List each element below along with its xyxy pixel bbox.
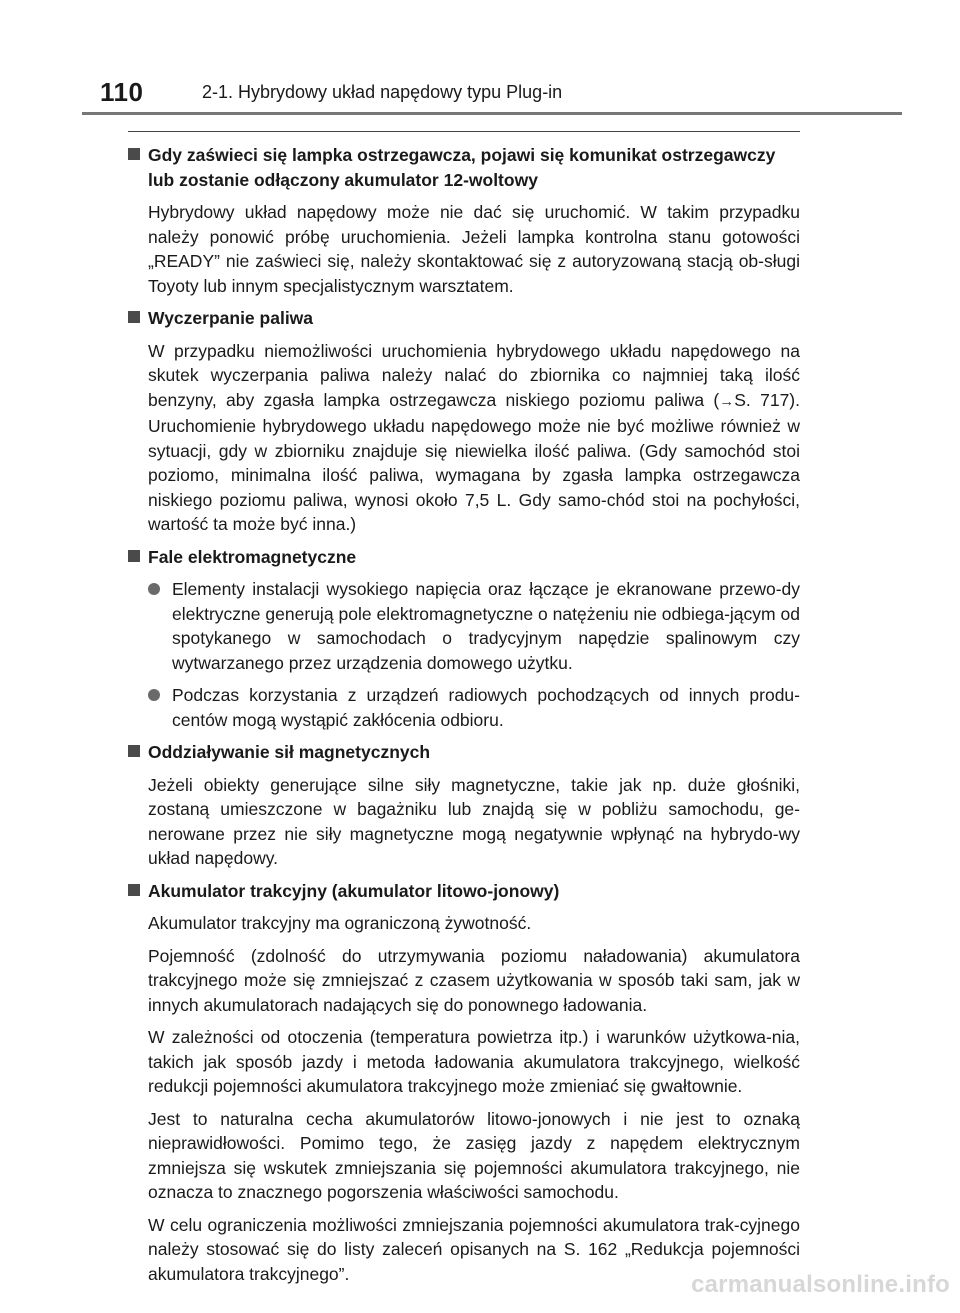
paragraph <box>128 339 800 537</box>
square-bullet-icon <box>128 745 140 757</box>
paragraph: W zależności od otoczenia (temperatura powietrza itp.) i warunków użytkowa-nia, takich jak sposób jazdy i metoda ładowania akumulatora trakcyjnego, wielkość redukcji pojemności akumulatora trakcyjnego może zmieniać się gwałtownie. <box>148 1027 800 1096</box>
section-heading-text: Akumulator trakcyjny (akumulator litowo-jonowy) <box>148 880 560 901</box>
section-warning-light <box>128 143 800 298</box>
paragraph: Jest to naturalna cecha akumulatorów litowo-jonowych i nie jest to oznaką nieprawidłowości. Pomimo tego, że zasięg jazdy z napędem elektrycznym zmniejsza się wskutek zmniejszania się pojemności akumulatora trakcyjnego, nie oznacza to znacznego pogorszenia właściwości samochodu. <box>148 1108 800 1202</box>
content-top-divider <box>128 131 800 132</box>
square-bullet-icon <box>128 884 140 896</box>
section-heading-text: Fale elektromagnetyczne <box>148 546 357 567</box>
header-divider <box>82 112 902 115</box>
paragraph-text: S. 717). Uruchomienie hybrydowego układu napędowego może nie być możliwe również w sytuacji, gdy w zbiorniku znajduje się niewielka ilość paliwa. (Gdy samochód stoi poziomo, minimalna ilość paliwa, wymagana by zgasła lampka ostrzegawcza niskiego poziomu paliwa, wynosi około 7,5 L. Gdy samo-chód stoi na pochyłości, wartość ta może być inna.) <box>148 389 800 534</box>
section-heading <box>128 740 800 765</box>
list-item-text: Elementy instalacji wysokiego napięcia oraz łączące je ekranowane przewo-dy elektryczne generują pole elektromagnetyczne o natężeniu nie odbiega-jącym od spotykanego w samochodach o tradycyjnym napędzie spalinowym czy wytwarzanego przez urządzenia domowego użytku. <box>172 579 800 673</box>
list-item <box>128 683 800 732</box>
section-heading <box>128 306 800 331</box>
section-heading-text: Gdy zaświeci się lampka ostrzegawcza, pojawi się komunikat ostrzegawczy lub zostanie odłączony akumulator 12-woltowy <box>148 145 776 190</box>
section-heading <box>128 143 800 192</box>
square-bullet-icon <box>128 148 140 160</box>
list-item <box>128 577 800 675</box>
circle-bullet-icon <box>148 583 160 595</box>
section-heading-text: Oddziaływanie sił magnetycznych <box>148 742 431 762</box>
arrow-right-icon: → <box>719 392 735 410</box>
square-bullet-icon <box>128 311 140 323</box>
watermark: carmanualsonline.info <box>691 1271 950 1298</box>
paragraph: Hybrydowy układ napędowy może nie dać się uruchomić. W takim przypadku należy ponowić próbę uruchomienia. Jeżeli lampka kontrolna stanu gotowości „READY” nie zaświeci się, należy skontaktować się z autoryzowaną stacją ob-sługi Toyoty lub innym specjalistycznym warsztatem. <box>148 202 800 296</box>
section-traction-battery <box>128 879 800 1287</box>
section-heading-text: Wyczerpanie paliwa <box>148 308 314 328</box>
paragraph: Jeżeli obiekty generujące silne siły magnetyczne, takie jak np. duże głośniki, zostaną umieszczone w bagażniku lub znajdą się w pobliżu samochodu, ge-nerowane przez nie siły magnetyczne mogą negatywnie wpłynąć na hybrydo-wy układ napędowy. <box>148 774 800 868</box>
paragraph: Pojemność (zdolność do utrzymywania poziomu naładowania) akumulatora trakcyjnego może się zmniejszać z czasem użytkowania w sposób taki sam, jak w innych akumulatorach nadających się do ponownego ładowania. <box>148 945 800 1015</box>
section-electromagnetic-waves <box>128 545 800 733</box>
paragraph-text: W przypadku niemożliwości uruchomienia hybrydowego układu napędowego na skutek wyczerpania paliwa należy nalać do zbiornika co najmniej taką ilość benzyny, aby zgasła lampka ostrzegawcza niskiego poziomu paliwa ( <box>148 340 800 410</box>
page-header <box>0 0 960 122</box>
section-magnetic-forces <box>128 740 800 871</box>
page-number: 110 <box>100 77 144 107</box>
section-heading <box>128 879 800 904</box>
chapter-title: 2-1. Hybrydowy układ napędowy typu Plug-in <box>202 82 563 102</box>
list-item-text: Podczas korzystania z urządzeń radiowych pochodzących od innych produ-centów mogą wystąpić zakłócenia odbioru. <box>172 685 800 730</box>
section-fuel-depletion <box>128 306 800 537</box>
section-heading <box>128 545 800 570</box>
paragraph: W celu ograniczenia możliwości zmniejszania pojemności akumulatora trak-cyjnego należy stosować się do listy zaleceń opisanych na S. 162 „Redukcja pojemności akumulatora trakcyjnego”. <box>148 1214 800 1284</box>
square-bullet-icon <box>128 550 140 562</box>
page-content <box>128 143 800 1294</box>
paragraph: Akumulator trakcyjny ma ograniczoną żywotność. <box>148 913 532 933</box>
circle-bullet-icon <box>148 689 160 701</box>
